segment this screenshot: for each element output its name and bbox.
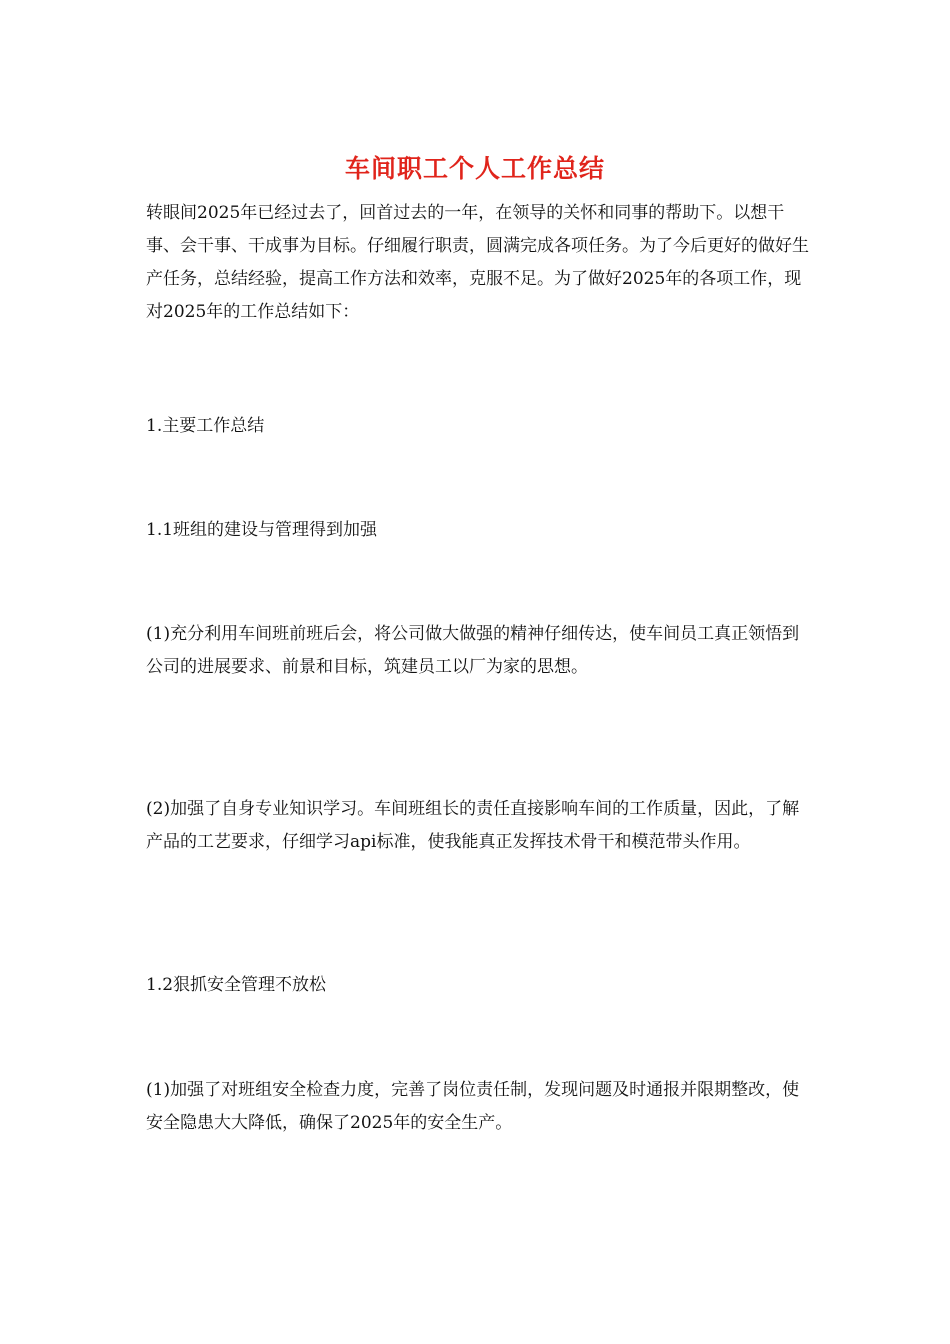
section-heading-1-2: 1.2狠抓安全管理不放松 bbox=[146, 975, 327, 995]
paragraph-item-1-2-1: (1)加强了对班组安全检查力度，完善了岗位责任制，发现问题及时通报并限期整改，使安全隐患大大降低，确保了2025年的安全生产。 bbox=[146, 1080, 800, 1133]
paragraph-item-1-1-2: (2)加强了自身专业知识学习。车间班组长的责任直接影响车间的工作质量，因此，了解产品的工艺要求，仔细学习api标准，使我能真正发挥技术骨干和模范带头作用。 bbox=[146, 799, 800, 852]
paragraph-item-1-1-1: (1)充分利用车间班前班后会，将公司做大做强的精神仔细传达，使车间员工真正领悟到公司的进展要求、前景和目标，筑建员工以厂为家的思想。 bbox=[146, 624, 800, 677]
section-heading-1: 1.主要工作总结 bbox=[146, 416, 265, 436]
intro-paragraph: 转眼间2025年已经过去了，回首过去的一年，在领导的关怀和同事的帮助下。以想干事、会干事、干成事为目标。仔细履行职责，圆满完成各项任务。为了今后更好的做好生产任务，总结经验，提高工作方法和效率，克服不足。为了做好2025年的各项工作，现对2025年的工作总结如下： bbox=[146, 203, 809, 322]
section-heading-1-1: 1.1班组的建设与管理得到加强 bbox=[146, 520, 378, 540]
document-title: 车间职工个人工作总结 bbox=[344, 154, 605, 183]
